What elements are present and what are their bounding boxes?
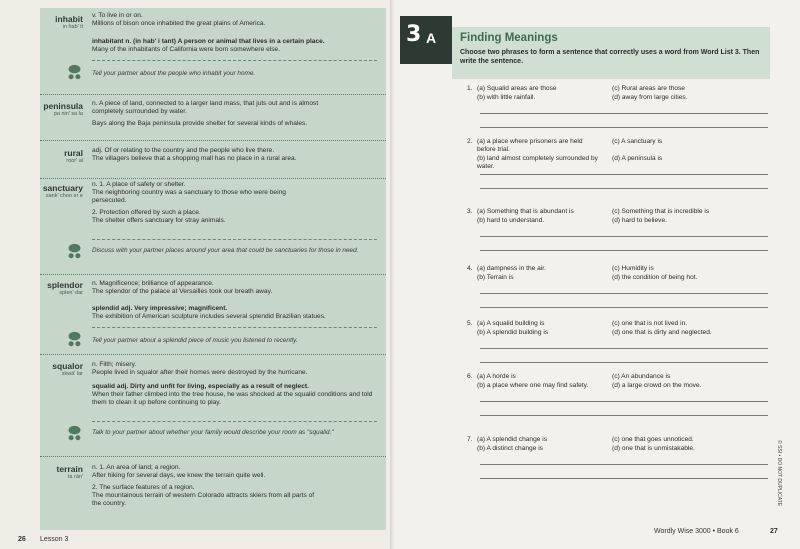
choice-c: (c) Something that is incredible is <box>612 208 710 215</box>
choice-d: (d) one that is unmistakable. <box>612 445 695 452</box>
pronunciation: pa nin' sa la <box>53 111 83 117</box>
answer-line[interactable] <box>480 478 768 479</box>
answer-line[interactable] <box>480 250 768 251</box>
choice-b: (b) Terrain is <box>477 274 514 281</box>
discussion-icon <box>66 64 83 81</box>
discussion-prompt: Tell your partner about a splendid piece of music you listened to recently. <box>92 337 298 344</box>
choice-a: (a) dampness in the air. <box>477 265 546 272</box>
definition: adj. Of or relating to the country and the people who live there. The villagers believe that a shopping mall has no place in a rural area. <box>92 147 297 162</box>
choice-a: (a) a place where prisoners are held before trial. <box>477 138 583 153</box>
answer-line[interactable] <box>480 113 768 114</box>
answer-line[interactable] <box>480 464 768 465</box>
choice-a: (a) Squalid areas are those <box>477 85 557 92</box>
entry-peninsula <box>40 94 386 141</box>
discussion-icon <box>66 331 83 348</box>
answer-line[interactable] <box>480 127 768 128</box>
pronunciation: roor' al <box>66 158 83 164</box>
choice-d: (d) away from large cities. <box>612 94 688 101</box>
pronunciation: in hab' it <box>62 24 83 30</box>
entry-squalor <box>40 354 386 457</box>
entry-inhabit <box>40 8 386 94</box>
section-letter: A <box>426 30 437 46</box>
definition: n. Filth; misery. People lived in squalor after their homes were destroyed by the hurricane. <box>92 361 308 376</box>
entry-splendor <box>40 274 386 355</box>
section-number: 3 <box>406 22 422 47</box>
discussion-prompt: Discuss with your partner places around your area that could be sanctuaries for those in need. <box>92 247 359 254</box>
related-word: squalid adj. Dirty and unfit for living, especially as a result of neglect. When their father climbed into the tree house, he was shocked at the squalid conditions and told them to clean it up before continuing to play. <box>92 383 373 406</box>
divider <box>92 239 377 240</box>
choice-b: (b) a place where one may find safety. <box>477 382 589 389</box>
page-number-left: 26 <box>18 536 26 543</box>
choice-a: (a) A horde is <box>477 373 516 380</box>
entry-sanctuary <box>40 178 386 275</box>
headword: sanctuary <box>42 183 83 193</box>
headword: rural <box>64 148 83 158</box>
divider <box>92 421 377 422</box>
choice-b: (b) A distinct change is <box>477 445 543 452</box>
answer-line[interactable] <box>480 174 768 175</box>
question-number: 2. <box>467 138 473 145</box>
question-number: 4. <box>467 265 473 272</box>
related-word: splendid adj. Very impressive; magnificent. The exhibition of American sculpture includes several splendid Brazilian statues. <box>92 305 326 320</box>
choice-d: (d) one that is dirty and neglected. <box>612 329 712 336</box>
definition: v. To live in or on. Millions of bison once inhabited the great plains of America. <box>92 12 266 27</box>
choice-b: (b) land almost completely surrounded by water. <box>477 155 598 170</box>
answer-line[interactable] <box>480 307 768 308</box>
question-number: 3. <box>467 208 473 215</box>
definition: n. 1. A place of safety or shelter. The neighboring country was a sanctuary to those who were being persecuted. 2. Protection offered by such a place. The shelter offers sanctuary for stray animals. <box>92 181 286 224</box>
pronunciation: ta rän' <box>67 474 83 480</box>
related-word: inhabitant n. (in hab' i tant) A person or animal that lives in a certain place. Many of the inhabitants of California were born somewhere else. <box>92 38 325 53</box>
entry-rural <box>40 140 386 179</box>
entry-terrain <box>40 456 386 531</box>
answer-line[interactable] <box>480 348 768 349</box>
choice-a: (a) Something that is abundant is <box>477 208 574 215</box>
question-number: 6. <box>467 373 473 380</box>
copyright-note: © SSI • DO NOT DUPLICATE <box>776 440 782 507</box>
discussion-icon <box>66 243 83 260</box>
answer-line[interactable] <box>480 188 768 189</box>
question-number: 5. <box>467 320 473 327</box>
choice-d: (d) the condition of being hot. <box>612 274 698 281</box>
section-title: Finding Meanings <box>460 32 558 44</box>
definition: n. Magnificence; brilliance of appearance. The splendor of the palace at Versailles took our breath away. <box>92 280 273 295</box>
pronunciation: splen' dar <box>59 290 83 296</box>
divider <box>92 60 377 61</box>
pronunciation: skwä' lar <box>61 371 83 377</box>
headword: squalor <box>52 361 83 371</box>
choice-d: (d) hard to believe. <box>612 217 667 224</box>
section-header-bar <box>452 27 770 79</box>
choice-c: (c) one that is not lived in. <box>612 320 688 327</box>
headword: peninsula <box>43 101 83 111</box>
answer-line[interactable] <box>480 236 768 237</box>
definition: n. 1. An area of land; a region. After hiking for several days, we knew the terrain quite well. 2. The surface features of a region. The mountainous terrain of western Colorado attracts skiers from all parts of the country. <box>92 464 315 507</box>
lesson-label: Lesson 3 <box>40 536 69 543</box>
divider <box>92 327 377 328</box>
discussion-prompt: Tell your partner about the people who inhabit your home. <box>92 70 256 77</box>
book-footer: Wordly Wise 3000 • Book 6 <box>654 528 739 535</box>
page-number-right: 27 <box>770 528 778 535</box>
answer-line[interactable] <box>480 362 768 363</box>
discussion-icon <box>66 425 83 442</box>
choice-d: (d) A peninsula is <box>612 155 663 162</box>
discussion-prompt: Talk to your partner about whether your family would describe your room as "squalid." <box>92 429 334 436</box>
choice-a: (a) A splendid change is <box>477 436 548 443</box>
choice-c: (c) one that goes unnoticed. <box>612 436 694 443</box>
choice-a: (a) A squalid building is <box>477 320 545 327</box>
answer-line[interactable] <box>480 293 768 294</box>
answer-line[interactable] <box>480 401 768 402</box>
definition: n. A piece of land, connected to a larger land mass, that juts out and is almost completely surrounded by water. Bays along the Baja peninsula provide shelter for several kinds of whales. <box>92 100 319 127</box>
section-badge <box>400 16 452 64</box>
headword: terrain <box>56 464 83 474</box>
question-number: 1. <box>467 85 473 92</box>
choice-b: (b) with little rainfall. <box>477 94 536 101</box>
choice-b: (b) hard to understand. <box>477 217 545 224</box>
question-number: 7. <box>467 436 473 443</box>
choice-c: (c) Humidity is <box>612 265 654 272</box>
choice-c: (c) Rural areas are those <box>612 85 685 92</box>
choice-c: (c) A sanctuary is <box>612 138 663 145</box>
choice-c: (c) An abundance is <box>612 373 671 380</box>
choice-b: (b) A splendid building is <box>477 329 549 336</box>
choice-d: (d) a large crowd on the move. <box>612 382 702 389</box>
instructions: Choose two phrases to form a sentence that correctly uses a word from Word List 3. Then write the sentence. <box>460 49 760 65</box>
answer-line[interactable] <box>480 415 768 416</box>
word-list-panel <box>40 8 386 530</box>
headword: inhabit <box>55 14 83 24</box>
pronunciation: sank' choo er e <box>45 193 83 199</box>
headword: splendor <box>47 280 83 290</box>
